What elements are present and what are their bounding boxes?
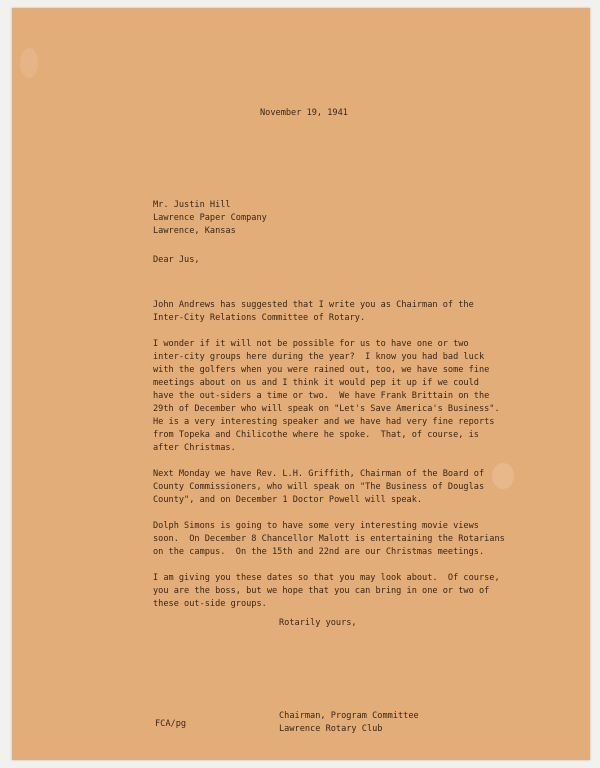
- paper-stain: [492, 463, 514, 489]
- paragraph-5-line: you are the boss, but we hope that you can bring in one or two of: [153, 586, 490, 596]
- paragraph-1-line: John Andrews has suggested that I write you as Chairman of the: [153, 300, 474, 310]
- recipient-company: Lawrence Paper Company: [153, 213, 267, 223]
- paragraph-2-line: meetings about on us and I think it would pep it up if we could: [153, 378, 479, 388]
- signature-title: Chairman, Program Committee: [279, 711, 419, 721]
- paragraph-5-line: these out-side groups.: [153, 599, 267, 609]
- paragraph-1-line: Inter-City Relations Committee of Rotary.: [153, 313, 366, 323]
- paragraph-2-line: inter-city groups here during the year? I know you had bad luck: [153, 352, 485, 362]
- complimentary-close: Rotarily yours,: [279, 618, 357, 628]
- paragraph-3-line: County Commissioners, who will speak on "The Business of Douglas: [153, 482, 485, 492]
- paragraph-2-line: with the golfers when you were rained out, too, we have some fine: [153, 365, 490, 375]
- paragraph-4-line: soon. On December 8 Chancellor Malott is entertaining the Rotarians: [153, 534, 505, 544]
- recipient-city: Lawrence, Kansas: [153, 226, 236, 236]
- paragraph-2-line: after Christmas.: [153, 443, 236, 453]
- paragraph-4-line: Dolph Simons is going to have some very interesting movie views: [153, 521, 479, 531]
- paper-stain: [20, 48, 38, 78]
- salutation: Dear Jus,: [153, 255, 200, 265]
- paragraph-3-line: Next Monday we have Rev. L.H. Griffith, Chairman of the Board of: [153, 469, 485, 479]
- paragraph-3-line: County", and on December 1 Doctor Powell will speak.: [153, 495, 423, 505]
- paragraph-2-line: 29th of December who will speak on "Let's Save America's Business".: [153, 404, 500, 414]
- paragraph-2-line: He is a very interesting speaker and we have had very fine reports: [153, 417, 495, 427]
- paragraph-5-line: I am giving you these dates so that you may look about. Of course,: [153, 573, 500, 583]
- paragraph-4-line: on the campus. On the 15th and 22nd are our Christmas meetings.: [153, 547, 485, 557]
- recipient-name: Mr. Justin Hill: [153, 200, 231, 210]
- letter-date: November 19, 1941: [260, 108, 348, 118]
- typist-initials: FCA/pg: [155, 719, 187, 729]
- paragraph-2-line: from Topeka and Chilicothe where he spoke. That, of course, is: [153, 430, 479, 440]
- paragraph-2-line: I wonder if it will not be possible for us to have one or two: [153, 339, 469, 349]
- signature-organization: Lawrence Rotary Club: [279, 724, 383, 734]
- paragraph-2-line: have the out-siders a time or two. We have Frank Brittain on the: [153, 391, 490, 401]
- letter-page: [12, 8, 590, 760]
